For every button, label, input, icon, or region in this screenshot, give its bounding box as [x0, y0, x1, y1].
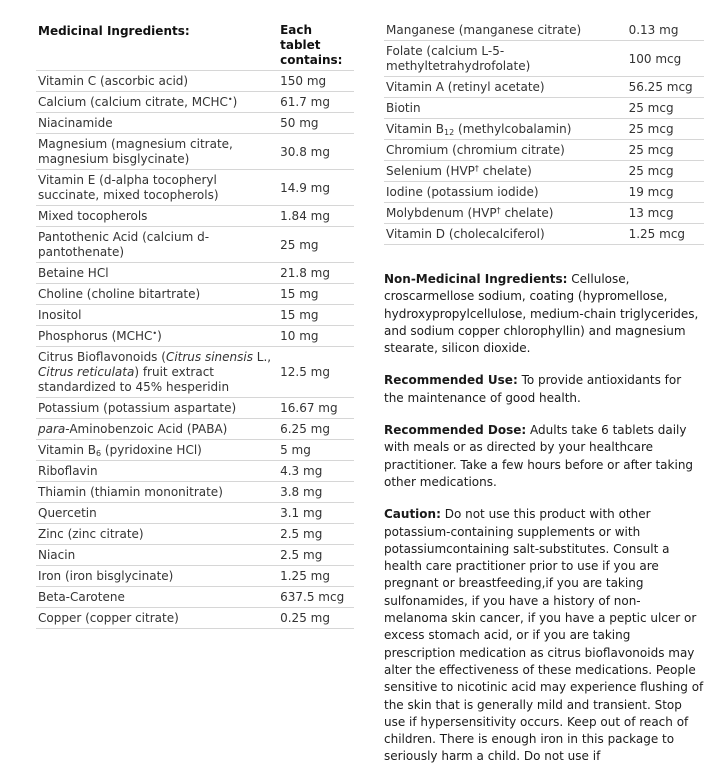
ingredient-row: [384, 41, 704, 77]
ingredient-superscript: †: [496, 206, 501, 215]
ingredient-name: [384, 77, 627, 98]
ingredient-row: [36, 326, 354, 347]
ingredient-amount: 50 mg: [278, 113, 354, 134]
ingredient-row: [384, 161, 704, 182]
ingredient-row: [36, 284, 354, 305]
ingredient-row: [36, 545, 354, 566]
ingredient-name-text: Vitamin C (ascorbic acid): [38, 74, 189, 88]
ingredient-name: [36, 398, 278, 419]
ingredient-row: [36, 92, 354, 113]
ingredient-name-text: Vitamin B: [386, 122, 445, 136]
ingredient-amount: 0.13 mg: [627, 20, 704, 41]
ingredient-amount: 10 mg: [278, 326, 354, 347]
recommended-dose-label: Recommended Dose:: [384, 423, 527, 438]
right-column: [384, 20, 704, 781]
label-text-section: [384, 271, 704, 766]
ingredient-name-text: Iodine (potassium iodide): [386, 185, 539, 199]
ingredient-name-text: Choline (choline bitartrate): [38, 287, 201, 301]
ingredient-row: [36, 398, 354, 419]
caution: [384, 506, 704, 765]
ingredient-name-suffix: chelate): [500, 206, 554, 220]
ingredient-name: [36, 92, 278, 113]
ingredient-amount: 3.1 mg: [278, 503, 354, 524]
medicinal-ingredients-table-left: [36, 20, 354, 629]
ingredient-name-text: Biotin: [386, 101, 421, 115]
ingredient-amount: 61.7 mg: [278, 92, 354, 113]
ingredient-row: [36, 461, 354, 482]
ingredient-name-text: Betaine HCl: [38, 266, 109, 280]
ingredient-row: [36, 503, 354, 524]
ingredient-name-text: Iron (iron bisglycinate): [38, 569, 174, 583]
ingredient-amount: 1.25 mcg: [627, 224, 704, 245]
ingredient-row: [384, 20, 704, 41]
ingredient-row: [36, 206, 354, 227]
ingredient-name-text: Molybdenum (HVP: [386, 206, 497, 220]
ingredient-amount: 25 mcg: [627, 98, 704, 119]
ingredient-name: [384, 224, 627, 245]
medicinal-ingredients-left-column: [36, 20, 354, 629]
ingredient-name-text: Thiamin (thiamin mononitrate): [38, 485, 223, 499]
ingredient-name: [36, 206, 278, 227]
ingredient-name: [36, 71, 278, 92]
ingredient-name-text: Quercetin: [38, 506, 97, 520]
ingredient-amount: 100 mcg: [627, 41, 704, 77]
ingredient-name-suffix: (pyridoxine HCl): [101, 443, 202, 457]
ingredient-name-suffix: ): [157, 329, 162, 343]
ingredient-amount: 15 mg: [278, 305, 354, 326]
ingredient-row: [36, 440, 354, 461]
ingredient-name-text-3: ) fruit extract standardized to 45% hesperidin: [38, 365, 230, 394]
ingredient-name-text: Folate (calcium L-5-methyltetrahydrofolate): [386, 44, 531, 73]
ingredient-amount: 1.25 mg: [278, 566, 354, 587]
ingredient-name-italic-2: Citrus reticulata: [38, 365, 135, 379]
ingredient-name-text: Niacin: [38, 548, 76, 562]
recommended-use-text: To provide antioxidants for the maintenance of good health.: [384, 373, 682, 405]
ingredient-amount: 150 mg: [278, 71, 354, 92]
ingredient-name: [36, 587, 278, 608]
each-tablet-contains-heading: Each tablet contains:: [278, 20, 354, 71]
ingredient-amount: 25 mcg: [627, 161, 704, 182]
ingredient-superscript: †: [474, 164, 479, 173]
ingredient-row: [36, 587, 354, 608]
ingredient-row: [384, 140, 704, 161]
ingredient-row: [36, 71, 354, 92]
ingredient-row: [384, 98, 704, 119]
ingredient-name-text: Pantothenic Acid (calcium d-pantothenate): [38, 230, 210, 259]
ingredient-amount: 1.84 mg: [278, 206, 354, 227]
ingredient-name: [384, 140, 627, 161]
ingredient-superscript: •: [227, 95, 233, 104]
ingredient-amount: 12.5 mg: [278, 347, 354, 398]
medicinal-ingredients-table-right: [384, 20, 704, 245]
ingredient-amount: 3.8 mg: [278, 482, 354, 503]
ingredient-subscript: 6: [96, 449, 102, 458]
ingredient-amount: 19 mcg: [627, 182, 704, 203]
ingredient-name: [36, 608, 278, 629]
ingredient-name-text: Copper (copper citrate): [38, 611, 179, 625]
ingredient-amount: 25 mcg: [627, 140, 704, 161]
caution-text: Do not use this product with other potassium-containing supplements or with potassiumcontaining salt-substitutes. Consult a health care practitioner prior to use if you are pregnant or breastfeeding,if you are taking sulfonamides, if you have a history of non-melanoma skin cancer, if you have a peptic ulcer or excess stomach acid, or if you are taking prescription medication as citrus bioflavonoids may alter the effectiveness of these medications. People sensitive to nicotinic acid may experience flushing of the skin that is generally mild and transient. Stop use if hypersensitivity occurs. Keep out of reach of children. There is enough iron in this package to seriously harm a child. Do not use if: [384, 507, 704, 764]
non-medicinal-label: Non-Medicinal Ingredients:: [384, 272, 568, 286]
left-table-body: [36, 71, 354, 629]
ingredient-name-text: Phosphorus (MCHC: [38, 329, 153, 343]
ingredient-row: [36, 227, 354, 263]
ingredient-amount: 6.25 mg: [278, 419, 354, 440]
ingredient-name-text: Chromium (chromium citrate): [386, 143, 565, 157]
ingredient-name: [36, 419, 278, 440]
ingredient-row: [36, 347, 354, 398]
recommended-use: [384, 372, 704, 407]
ingredient-row: [36, 134, 354, 170]
ingredient-amount: 56.25 mcg: [627, 77, 704, 98]
recommended-use-label: Recommended Use:: [384, 373, 518, 388]
ingredient-name: [36, 284, 278, 305]
ingredient-row: [36, 608, 354, 629]
ingredient-amount: 13 mcg: [627, 203, 704, 224]
ingredient-name-suffix: chelate): [478, 164, 532, 178]
recommended-dose: [384, 422, 704, 491]
ingredient-name: [36, 566, 278, 587]
ingredient-row: [36, 113, 354, 134]
ingredient-name-italic: Citrus sinensis: [165, 350, 253, 364]
ingredient-amount: 5 mg: [278, 440, 354, 461]
ingredient-name-text: Selenium (HVP: [386, 164, 475, 178]
ingredient-name: [384, 161, 627, 182]
ingredient-name: [36, 326, 278, 347]
ingredient-name-text: Potassium (potassium aspartate): [38, 401, 237, 415]
recommended-dose-text: Adults take 6 tablets daily with meals or as directed by your healthcare practitioner. Take a few hours before or after taking other medications.: [384, 423, 694, 489]
ingredient-name: [36, 170, 278, 206]
ingredient-name: [36, 503, 278, 524]
ingredient-amount: 637.5 mcg: [278, 587, 354, 608]
ingredient-name-text: -Aminobenzoic Acid (PABA): [65, 422, 228, 436]
ingredient-name: [36, 545, 278, 566]
ingredient-amount: 0.25 mg: [278, 608, 354, 629]
ingredient-amount: 16.67 mg: [278, 398, 354, 419]
ingredient-row: [36, 263, 354, 284]
ingredient-amount: 25 mg: [278, 227, 354, 263]
ingredient-row: [384, 224, 704, 245]
ingredient-amount: 2.5 mg: [278, 545, 354, 566]
ingredient-name: [384, 41, 627, 77]
ingredient-name-suffix: ): [232, 95, 238, 109]
ingredient-amount: 4.3 mg: [278, 461, 354, 482]
ingredient-amount: 25 mcg: [627, 119, 704, 140]
ingredient-name: [36, 134, 278, 170]
ingredient-name: [36, 113, 278, 134]
ingredient-amount: 2.5 mg: [278, 524, 354, 545]
ingredient-name-text: Vitamin E (d-alpha tocopheryl succinate, mixed tocopherols): [38, 173, 219, 202]
non-medicinal-text: Cellulose, croscarmellose sodium, coating (hypromellose, hydroxypropylcellulose, medium-chain triglycerides, and sodium copper chlorophyllin) and magnesium stearate, silicon dioxide.: [384, 272, 699, 356]
ingredient-name-text: Magnesium (magnesium citrate, magnesium bisglycinate): [38, 137, 233, 166]
ingredient-name: [36, 263, 278, 284]
ingredient-row: [384, 203, 704, 224]
caution-label: Caution:: [384, 507, 441, 522]
ingredient-name: [384, 98, 627, 119]
ingredient-subscript: 12: [444, 128, 455, 137]
ingredient-row: [36, 482, 354, 503]
ingredient-name-text: Zinc (zinc citrate): [38, 527, 144, 541]
ingredient-name-text: Beta-Carotene: [38, 590, 125, 604]
ingredient-row: [36, 170, 354, 206]
ingredient-name-text: Vitamin A (retinyl acetate): [386, 80, 545, 94]
ingredient-name-text: Riboflavin: [38, 464, 98, 478]
non-medicinal-ingredients: [384, 271, 704, 357]
ingredient-name-text: Inositol: [38, 308, 82, 322]
ingredient-name: [36, 440, 278, 461]
ingredient-name: [384, 203, 627, 224]
ingredient-name: [36, 347, 278, 398]
ingredient-name: [36, 227, 278, 263]
ingredient-name-text: Manganese (manganese citrate): [386, 23, 582, 37]
right-table-body: [384, 20, 704, 245]
ingredient-row: [36, 419, 354, 440]
ingredient-name: [36, 461, 278, 482]
ingredient-row: [36, 524, 354, 545]
ingredient-name-text: Calcium (calcium citrate, MCHC: [38, 95, 228, 109]
ingredient-amount: 30.8 mg: [278, 134, 354, 170]
ingredient-name-italic: para: [38, 422, 66, 436]
ingredient-row: [384, 119, 704, 140]
ingredient-row: [36, 566, 354, 587]
ingredient-name-text: Niacinamide: [38, 116, 113, 130]
ingredient-name: [384, 119, 627, 140]
ingredient-name-text: Vitamin D (cholecalciferol): [386, 227, 545, 241]
ingredient-name: [384, 182, 627, 203]
ingredient-row: [384, 77, 704, 98]
ingredient-amount: 15 mg: [278, 284, 354, 305]
table-header-row: [36, 20, 354, 71]
ingredient-name-text: Vitamin B: [38, 443, 97, 457]
ingredient-name: [36, 524, 278, 545]
medicinal-ingredients-heading: Medicinal Ingredients:: [36, 20, 278, 71]
ingredient-amount: 21.8 mg: [278, 263, 354, 284]
ingredient-name: [36, 482, 278, 503]
ingredient-row: [384, 182, 704, 203]
ingredient-superscript: •: [152, 329, 158, 338]
ingredient-name: [384, 20, 627, 41]
ingredient-name-suffix: (methylcobalamin): [454, 122, 572, 136]
ingredient-row: [36, 305, 354, 326]
ingredient-amount: 14.9 mg: [278, 170, 354, 206]
ingredient-name-text-2: L.,: [252, 350, 272, 364]
ingredient-name-text: Citrus Bioflavonoids (: [38, 350, 166, 364]
ingredient-name: [36, 305, 278, 326]
ingredient-name-text: Mixed tocopherols: [38, 209, 148, 223]
